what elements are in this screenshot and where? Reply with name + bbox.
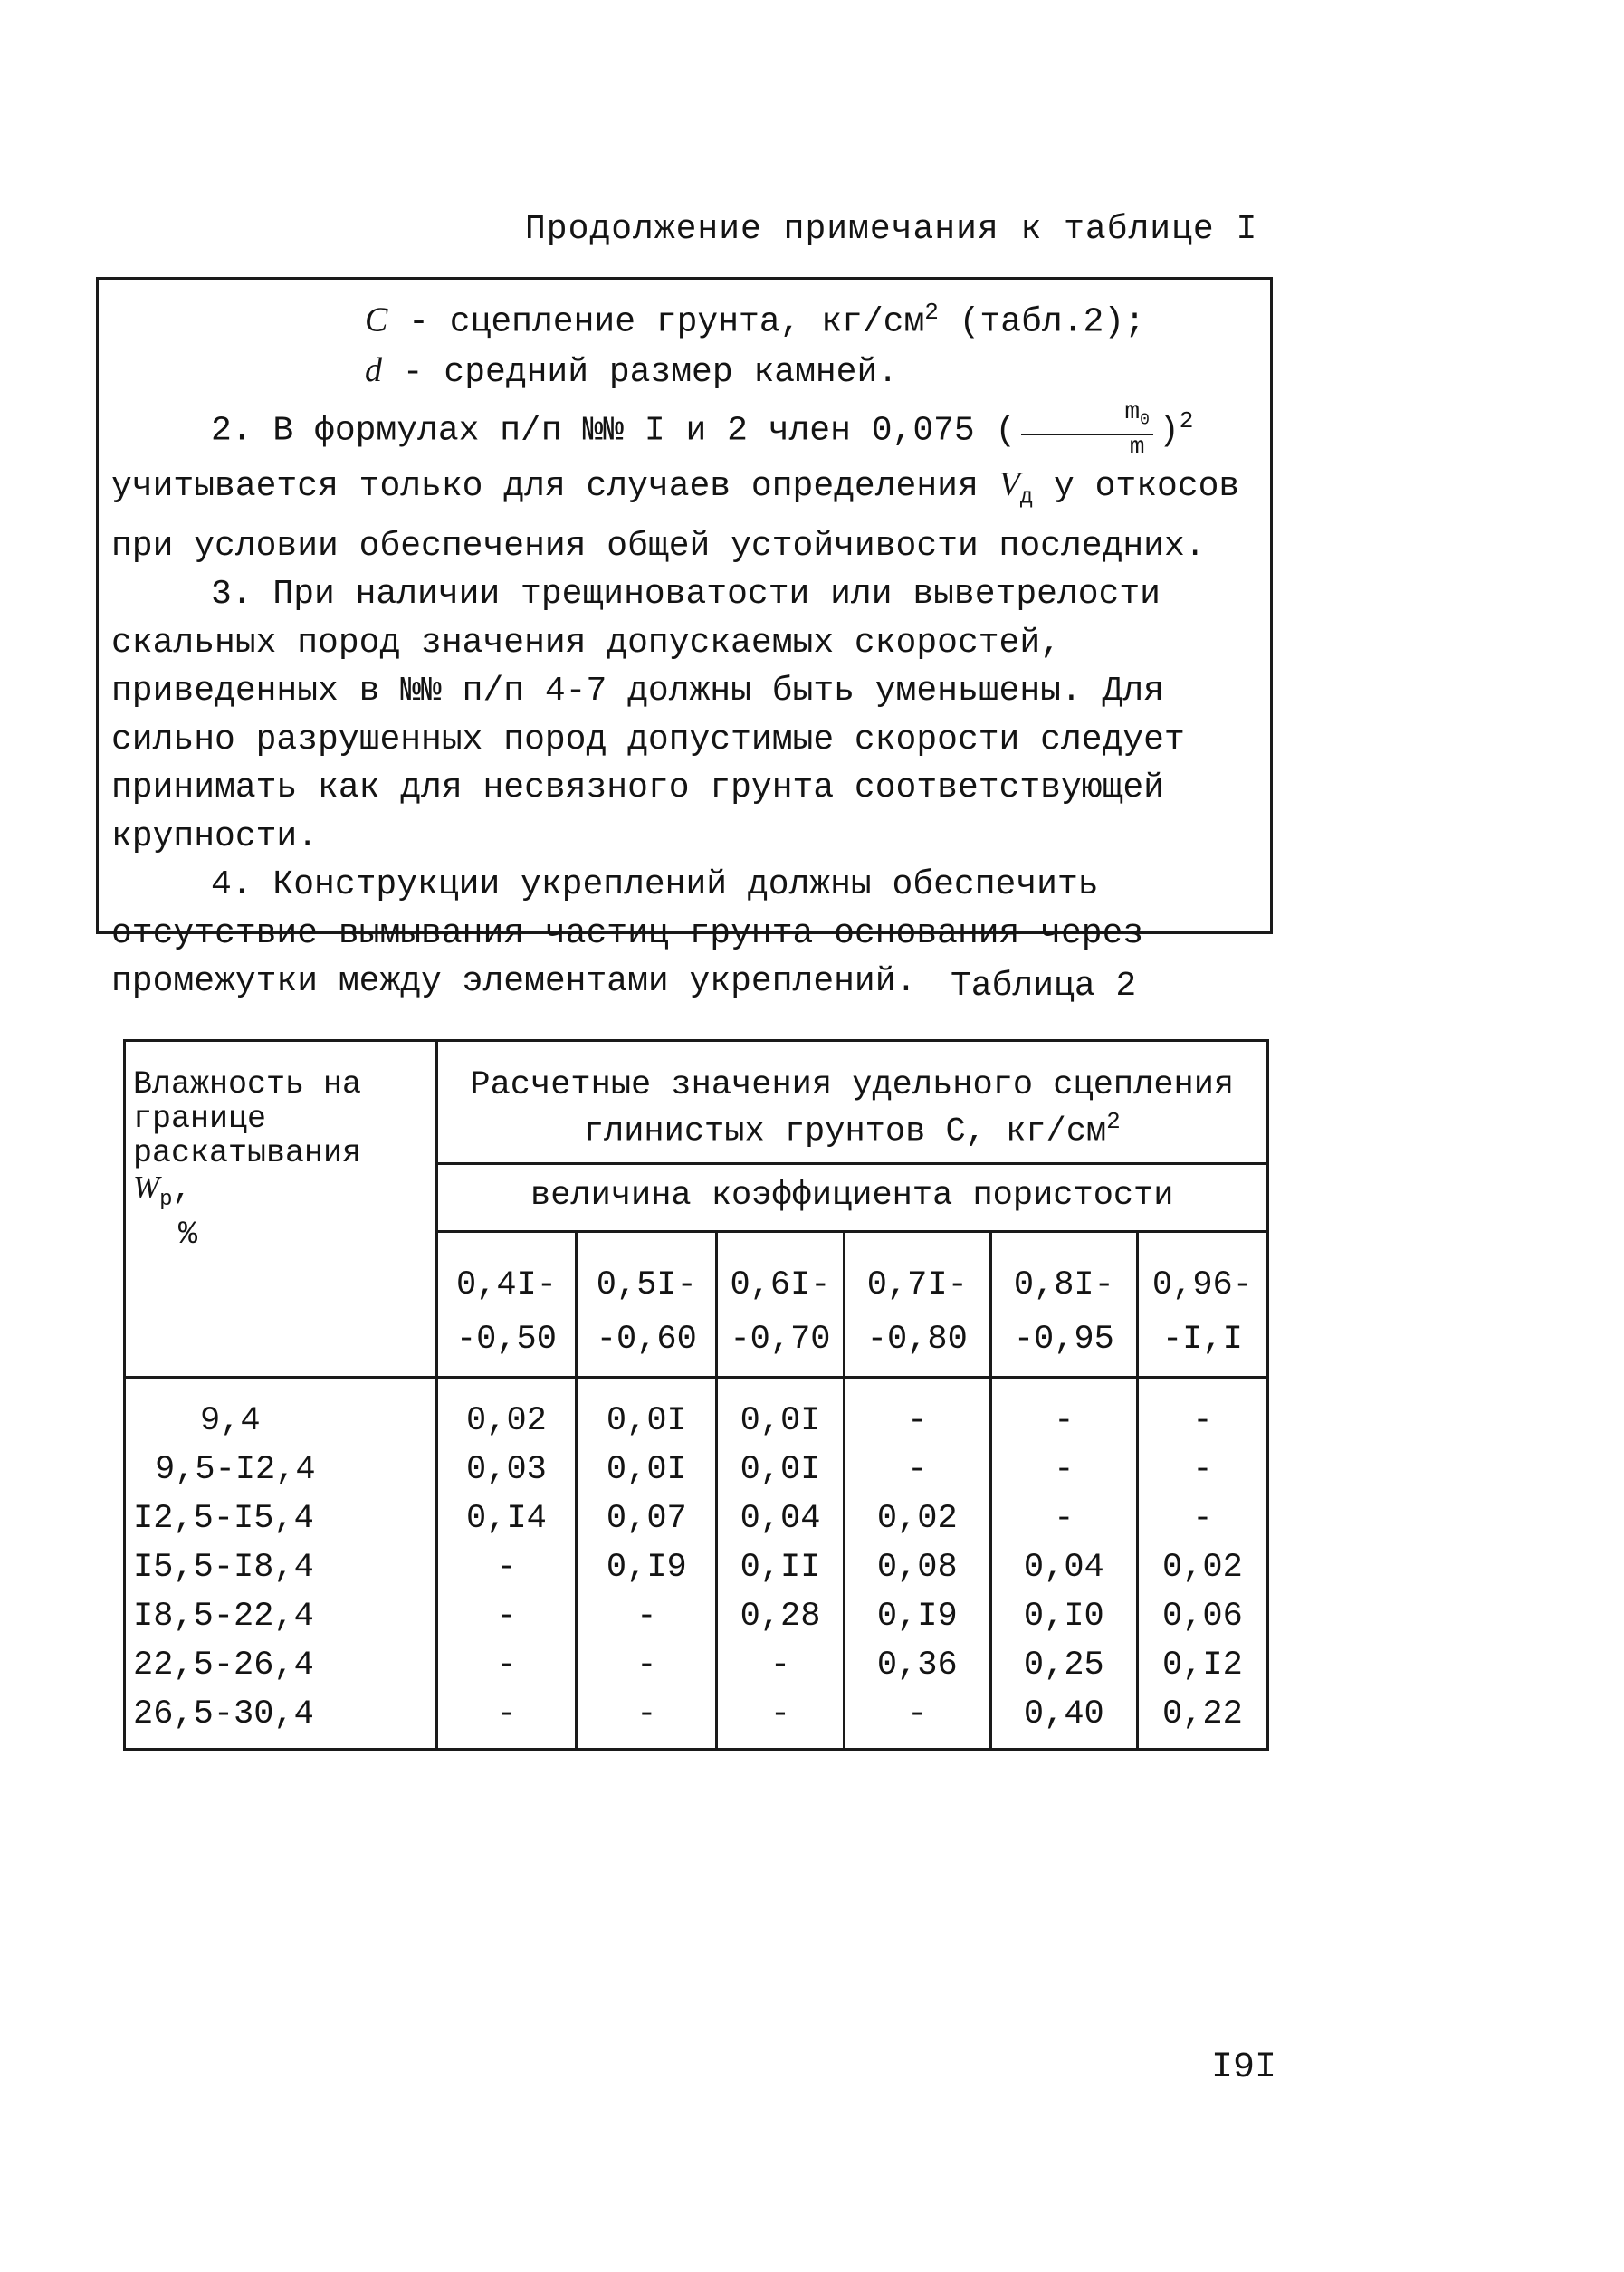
row-label: 9,5-I2,4 xyxy=(155,1451,316,1490)
table-cell: 0,25 xyxy=(1023,1647,1104,1685)
sub-header-cell: величина коэффициента пористости xyxy=(436,1164,1267,1232)
table-cell: - xyxy=(636,1647,657,1685)
row-label: 9,4 xyxy=(200,1402,261,1441)
table-cell: 0,04 xyxy=(1023,1549,1104,1588)
table-cell: 0,I2 xyxy=(1162,1647,1243,1685)
table-cell: - xyxy=(636,1695,657,1734)
table-cell: 0,08 xyxy=(876,1549,958,1588)
row-label: 22,5-26,4 xyxy=(133,1647,314,1685)
table-cell: 0,02 xyxy=(876,1500,958,1539)
row-label: I2,5-I5,4 xyxy=(133,1500,314,1539)
table-cell: - xyxy=(496,1598,517,1637)
value-column xyxy=(436,1378,577,1750)
table-cell: 0,04 xyxy=(740,1500,821,1539)
row-header-cell: Влажность на границе раскатывания $W_p$, % xyxy=(125,1041,437,1378)
table-cell: 0,0I xyxy=(606,1402,687,1441)
table-cell: 0,22 xyxy=(1162,1695,1243,1734)
column-header: 0,8I- -0,95 xyxy=(990,1232,1137,1378)
table-cell: - xyxy=(496,1549,517,1588)
main-header-cell: Расчетные значения удельного сцепления глинистых грунтов C, $кг/см^2$ xyxy=(436,1041,1267,1164)
table-cell: 0,06 xyxy=(1162,1598,1243,1637)
table-cell: 0,I4 xyxy=(466,1500,547,1539)
note-item-3: 3. При наличии трещиноватости или выветрелости скальных пород значения допускаемых скоростей, приведенных в №№ п/п 4-7 должны быть уменьшены. Для сильно разрушенных пород допустимые скорости следует принимать как для несвязного грунта соответствующей крупности. xyxy=(111,575,1185,856)
table-cell: 0,0I xyxy=(740,1402,821,1441)
table-cell: - xyxy=(496,1695,517,1734)
value-column xyxy=(577,1378,717,1750)
column-header: 0,7I- -0,80 xyxy=(844,1232,990,1378)
row-label: I8,5-22,4 xyxy=(133,1598,314,1637)
cohesion-table xyxy=(123,1039,1269,1751)
column-header: 0,5I- -0,60 xyxy=(577,1232,717,1378)
row-labels-column xyxy=(125,1378,437,1750)
table-cell: - xyxy=(1192,1500,1213,1539)
value-column xyxy=(844,1378,990,1750)
value-column xyxy=(1137,1378,1267,1750)
table-cell: - xyxy=(496,1647,517,1685)
table-cell: - xyxy=(1054,1402,1075,1441)
table-cell: 0,40 xyxy=(1023,1695,1104,1734)
definition-c: C - сцепление грунта, $кг/см^2$ (табл.2); xyxy=(365,299,1145,342)
row-label: 26,5-30,4 xyxy=(133,1695,314,1734)
row-label: I5,5-I8,4 xyxy=(133,1549,314,1588)
table-cell: - xyxy=(1192,1402,1213,1441)
note-item-4: 4. Конструкции укреплений должны обеспечить отсутствие вымывания частиц грунта основания через промежутки между элементами укреплений. xyxy=(111,865,1144,1002)
value-column xyxy=(990,1378,1137,1750)
table-cell: - xyxy=(907,1695,928,1734)
table-cell: 0,0I xyxy=(740,1451,821,1490)
fraction-m0-over-m: $\frac{m_0}{m}$ xyxy=(1021,400,1153,461)
table-cell: 0,07 xyxy=(606,1500,687,1539)
table-cell: - xyxy=(1054,1500,1075,1539)
column-header: 0,96- -I,I xyxy=(1137,1232,1267,1378)
continuation-title: Продолжение примечания к таблице I xyxy=(525,210,1258,249)
column-header: 0,6I- -0,70 xyxy=(717,1232,844,1378)
table-cell: - xyxy=(1192,1451,1213,1490)
table-title: Таблица 2 xyxy=(951,967,1137,1006)
table-cell: 0,03 xyxy=(466,1451,547,1490)
table-cell: 0,II xyxy=(740,1549,821,1588)
column-header: 0,4I- -0,50 xyxy=(436,1232,577,1378)
page-number: I9I xyxy=(1211,2048,1277,2088)
table-cell: 0,I9 xyxy=(606,1549,687,1588)
definition-d: d - средний размер камней. xyxy=(365,351,899,393)
value-column xyxy=(717,1378,844,1750)
table-cell: - xyxy=(769,1695,791,1734)
table-cell: - xyxy=(1054,1451,1075,1490)
note-item-2: 2. В формулах п/п №№ I и 2 член 0,075 ( $\frac{m_0}{m}$ )$^2$ учитывается только для случаев определения $V_д$ у откосов при условии обеспечения общей устойчивости последних. xyxy=(111,397,1240,566)
table-cell: 0,I9 xyxy=(876,1598,958,1637)
table-cell: 0,02 xyxy=(1162,1549,1243,1588)
table-cell: - xyxy=(907,1451,928,1490)
table-cell: - xyxy=(907,1402,928,1441)
table-cell: - xyxy=(769,1647,791,1685)
table-cell: 0,28 xyxy=(740,1598,821,1637)
table-cell: 0,I0 xyxy=(1023,1598,1104,1637)
table-cell: 0,0I xyxy=(606,1451,687,1490)
table-cell: 0,02 xyxy=(466,1402,547,1441)
table-cell: - xyxy=(636,1598,657,1637)
table-cell: 0,36 xyxy=(876,1647,958,1685)
